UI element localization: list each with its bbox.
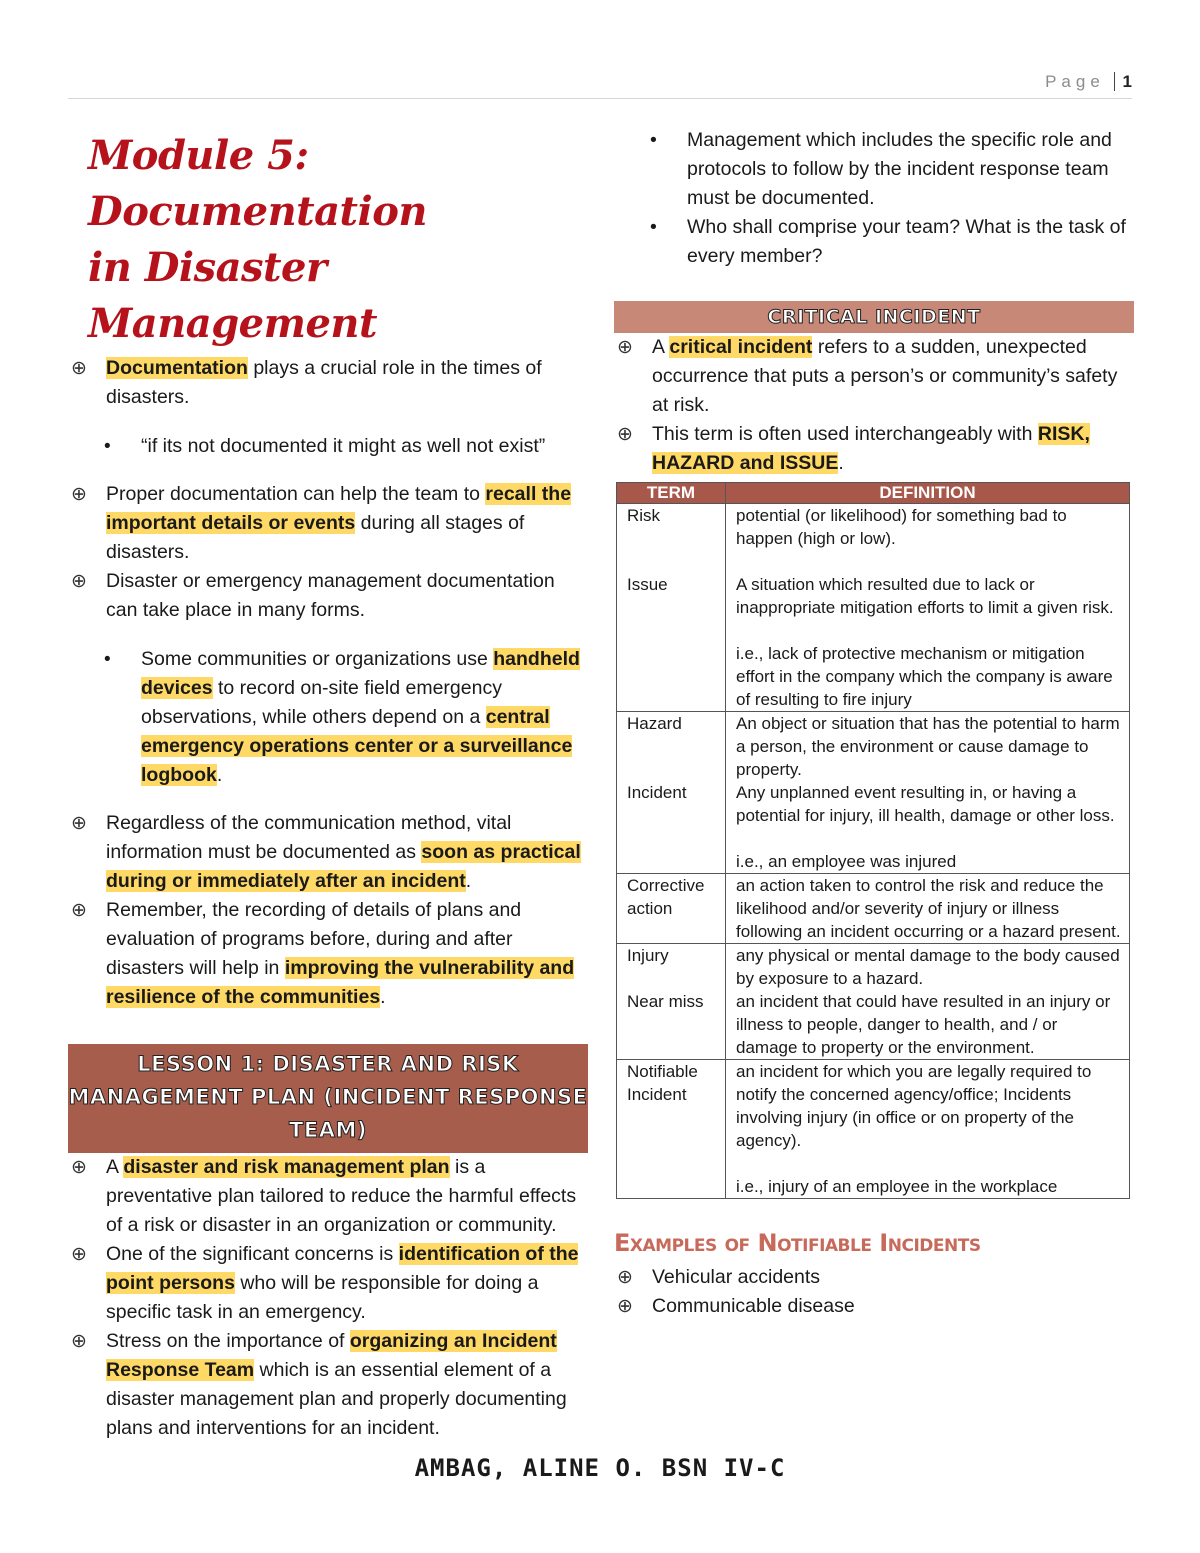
circled-plus-icon: ⊕ [71,1331,87,1352]
circled-plus-icon: ⊕ [71,484,87,505]
list-item: ⊕ This term is often used interchangeably with RISK, HAZARD and ISSUE. [614,420,1134,478]
column-header-definition: DEFINITION [726,483,1130,504]
circled-plus-icon: ⊕ [617,1296,633,1317]
page-label: Page [1045,72,1105,91]
circled-plus-icon: ⊕ [71,571,87,592]
terms-table [616,482,1130,1199]
title-line-1: Module 5: Documentation [88,132,427,235]
list-item: ⊕ Remember, the recording of details of plans and evaluation of programs before, during and after disasters will help in improving the vulnerability and resilience of the communities. [68,896,588,1012]
list-item: ⊕ Proper documentation can help the team to recall the important details or events during all stages of disasters. [68,480,588,567]
circled-plus-icon: ⊕ [617,424,633,445]
right-column [614,126,1134,1321]
list-item: ⊕ A critical incident refers to a sudden, unexpected occurrence that puts a person’s or community’s safety at risk. [614,333,1134,420]
bullet-icon: • [650,216,657,238]
column-header-term: TERM [617,483,726,504]
bullet-icon: • [650,129,657,151]
left-column [68,128,588,1443]
circled-plus-icon: ⊕ [71,813,87,834]
list-item: ⊕ Stress on the importance of organizing an Incident Response Team which is an essential element of a disaster management plan and properly documenting plans and interventions for an incident. [68,1327,588,1443]
circled-plus-icon: ⊕ [71,1157,87,1178]
list-item: ⊕ Disaster or emergency management documentation can take place in many forms. [68,567,588,625]
critical-incident-banner: CRITICAL INCIDENT [614,301,1134,333]
bullet-icon: • [104,435,111,457]
table-row: Injury Near miss any physical or mental damage to the body caused by exposure to a hazard. an incident that could have resulted in an injury or illness to people, danger to health, and / or damage to property or the environment. [617,944,1130,1060]
author-footer: AMBAG, ALINE O. BSN IV-C [414,1454,786,1482]
list-item: ⊕ Communicable disease [614,1292,1134,1321]
sub-list-item: • “if its not documented it might as well not exist” [68,432,588,461]
title-line-2: in Disaster Management [88,244,377,347]
page-title [88,128,588,352]
list-item: ⊕ Documentation plays a crucial role in the times of disasters. [68,354,588,412]
sub-list-item: • Some communities or organizations use handheld devices to record on-site field emergency observations, while others depend on a central emergency operations center or a surveillance logbook. [68,645,588,790]
page-number: 1 [1114,72,1132,91]
table-row: Notifiable Incident an incident for which you are legally required to notify the concerned agency/office; Incidents involving injury (in office or on property of the agency). i.e., injury of an employee in the workplace [617,1060,1130,1199]
table-header-row [617,483,1130,504]
circled-plus-icon: ⊕ [71,900,87,921]
list-item: ⊕ One of the significant concerns is identification of the point persons who will be responsible for doing a specific task in an emergency. [68,1240,588,1327]
page-header [68,72,1132,99]
bullet-item: • Who shall comprise your team? What is the task of every member? [614,213,1134,271]
table-row: Risk Issue potential (or likelihood) for something bad to happen (high or low). A situation which resulted due to lack or inappropriate mitigation efforts to limit a given risk. i.e., lack of protective mechanism or mitigation effort in the company which the company is aware of resulting to fire injury [617,504,1130,712]
circled-plus-icon: ⊕ [71,1244,87,1265]
circled-plus-icon: ⊕ [617,337,633,358]
bullet-item: • Management which includes the specific role and protocols to follow by the incident response team must be documented. [614,126,1134,213]
table-row: Hazard Incident An object or situation that has the potential to harm a person, the environment or cause damage to property. Any unplanned event resulting in, or having a potential for injury, ill health, damage or other loss. i.e., an employee was injured [617,712,1130,874]
circled-plus-icon: ⊕ [617,1267,633,1288]
list-item: ⊕ Vehicular accidents [614,1263,1134,1292]
list-item: ⊕ Regardless of the communication method, vital information must be documented as soon as practical during or immediately after an incident. [68,809,588,896]
table-row: Corrective action an action taken to control the risk and reduce the likelihood and/or severity of injury or illness following an incident occurring or a hazard present. [617,874,1130,944]
lesson-banner: LESSON 1: DISASTER AND RISK MANAGEMENT PLAN (INCIDENT RESPONSE TEAM) [68,1044,588,1153]
examples-heading: Examples of Notifiable Incidents [614,1229,981,1257]
bullet-icon: • [104,648,111,670]
list-item: ⊕ A disaster and risk management plan is a preventative plan tailored to reduce the harmful effects of a risk or disaster in an organization or community. [68,1153,588,1240]
circled-plus-icon: ⊕ [71,358,87,379]
